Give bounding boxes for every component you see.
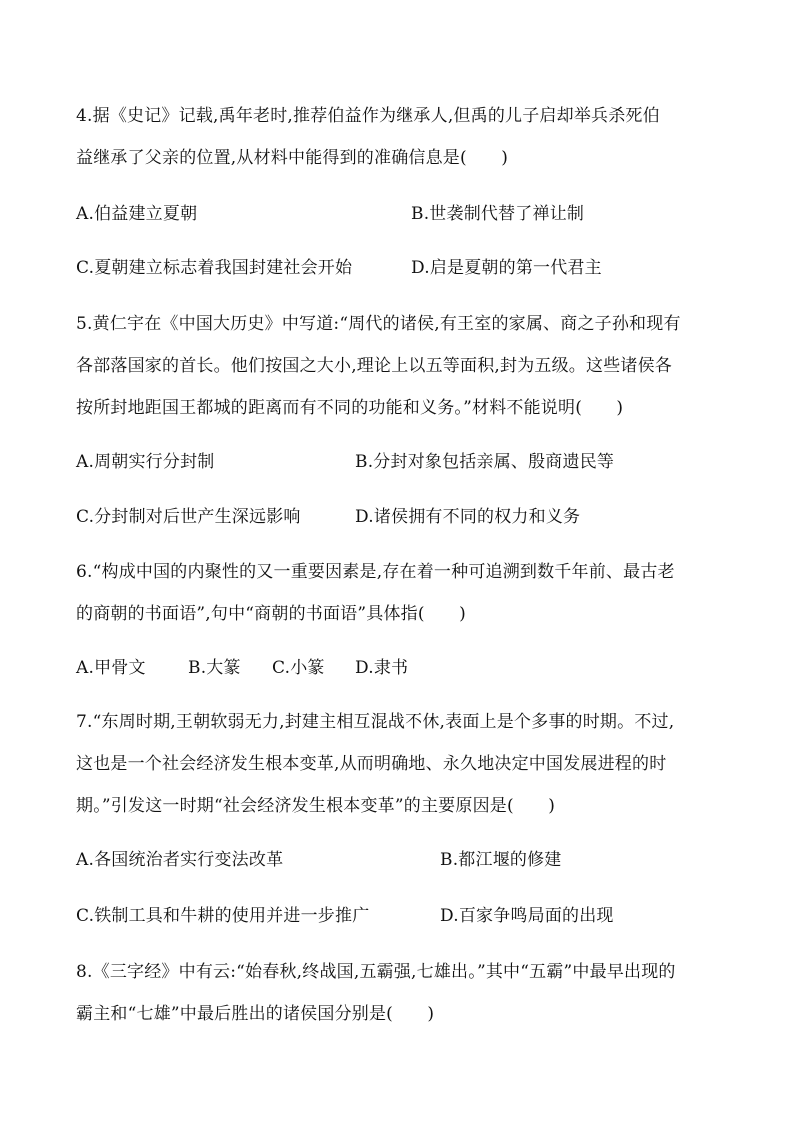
q5-option-b: B.分封对象包括亲属、殷商遗民等: [355, 452, 615, 472]
q8-stem-line-1: 8.《三字经》中有云:“始春秋,终战国,五霸强,七雄出。”其中“五霸”中最早出现的: [76, 962, 676, 982]
q7-option-d: D.百家争鸣局面的出现: [440, 906, 614, 926]
q7-option-a: A.各国统治者实行变法改革: [76, 850, 284, 870]
q5-stem-line-3: 按所封地距国王都城的距离而有不同的功能和义务。”材料不能说明( ): [76, 398, 624, 418]
q4-stem-line-2: 益继承了父亲的位置,从材料中能得到的准确信息是( ): [76, 148, 509, 168]
q7-option-b: B.都江堰的修建: [440, 850, 562, 870]
q6-stem-line-2: 的商朝的书面语”,句中“商朝的书面语”具体指( ): [76, 604, 466, 624]
q5-option-c: C.分封制对后世产生深远影响: [76, 507, 301, 527]
q7-stem-line-1: 7.“东周时期,王朝软弱无力,封建主相互混战不休,表面上是个多事的时期。不过,: [76, 712, 675, 732]
q7-option-c: C.铁制工具和牛耕的使用并进一步推广: [76, 906, 370, 926]
q5-stem-line-2: 各部落国家的首长。他们按国之大小,理论上以五等面积,封为五级。这些诸侯各: [76, 356, 673, 376]
q7-stem-line-3: 期。”引发这一时期“社会经济发生根本变革”的主要原因是( ): [76, 796, 556, 816]
q5-stem-line-1: 5.黄仁宇在《中国大历史》中写道:“周代的诸侯,有王室的家属、商之子孙和现有: [76, 314, 681, 334]
q8-stem-line-2: 霸主和“七雄”中最后胜出的诸侯国分别是( ): [76, 1004, 435, 1024]
q6-option-d: D.隶书: [355, 658, 409, 678]
q4-stem-line-1: 4.据《史记》记载,禹年老时,推荐伯益作为继承人,但禹的儿子启却举兵杀死伯: [76, 106, 660, 126]
q7-stem-line-2: 这也是一个社会经济发生根本变革,从而明确地、永久地决定中国发展进程的时: [76, 754, 667, 774]
q6-option-a: A.甲骨文: [76, 658, 146, 678]
q4-option-c: C.夏朝建立标志着我国封建社会开始: [76, 258, 353, 278]
q4-option-d: D.启是夏朝的第一代君主: [411, 258, 602, 278]
q4-option-a: A.伯益建立夏朝: [76, 204, 198, 224]
q6-option-b: B.大篆: [188, 658, 241, 678]
q6-stem-line-1: 6.“构成中国的内聚性的又一重要因素是,存在着一种可追溯到数千年前、最古老: [76, 562, 675, 582]
q5-option-a: A.周朝实行分封制: [76, 452, 215, 472]
q6-option-c: C.小篆: [272, 658, 325, 678]
q4-option-b: B.世袭制代替了禅让制: [411, 204, 585, 224]
q5-option-d: D.诸侯拥有不同的权力和义务: [355, 507, 581, 527]
